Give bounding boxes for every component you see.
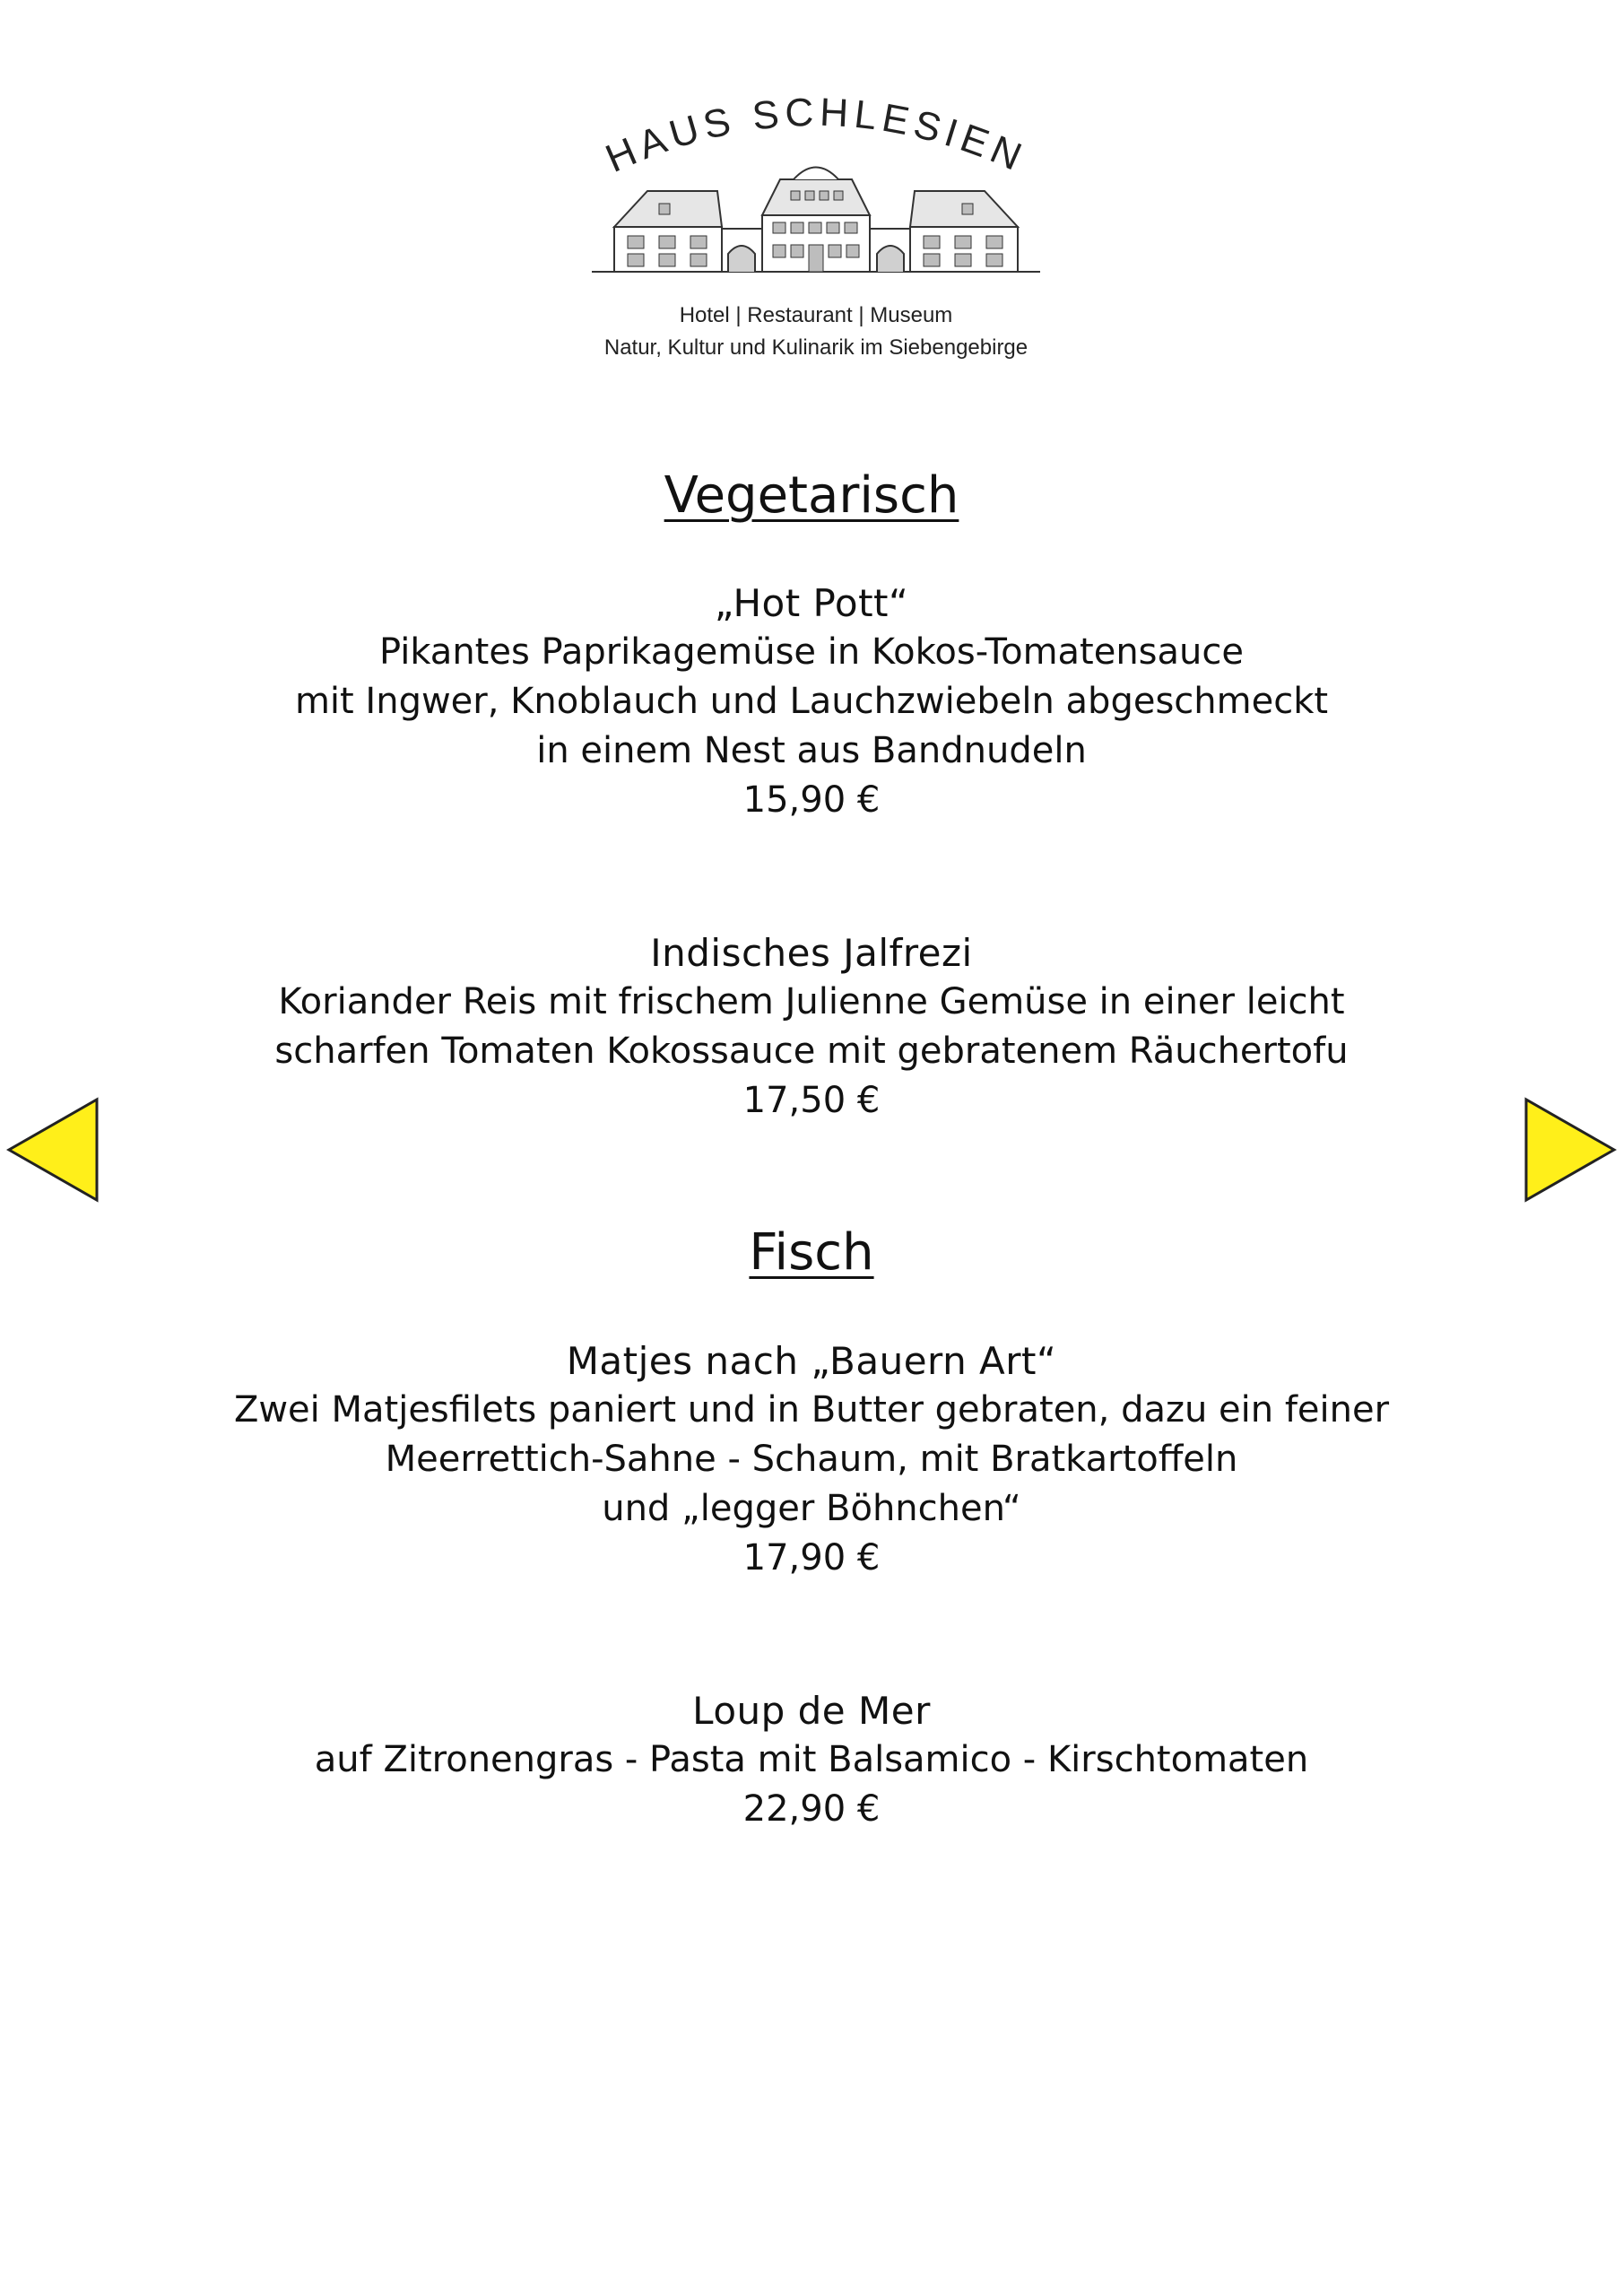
dish-description-line: Pikantes Paprikagemüse in Kokos-Tomatensauce	[378, 631, 1244, 673]
logo-text: HAUS SCHLESIEN	[599, 90, 1033, 181]
dish-description-line: auf Zitronengras - Pasta mit Balsamico - Kirschtomaten	[314, 1739, 1309, 1780]
dish-description-line: Zwei Matjesfilets paniert und in Butter gebraten, dazu ein feiner	[233, 1389, 1390, 1431]
dish-price: 15,90 €	[742, 779, 881, 821]
dish-loup-de-mer	[143, 1686, 1480, 1834]
dish-price: 17,90 €	[742, 1537, 881, 1578]
dish-price: 17,50 €	[742, 1080, 881, 1121]
dish-matjes-bauern-art	[143, 1336, 1480, 1583]
next-page-button[interactable]	[1523, 1096, 1618, 1204]
logo-subtitle-tagline: Natur, Kultur und Kulinarik im Siebengebirge	[603, 335, 1028, 360]
dish-name: Loup de Mer	[692, 1689, 931, 1733]
dish-description-line: in einem Nest aus Bandnudeln	[536, 730, 1087, 771]
building-illustration	[592, 168, 1040, 273]
previous-page-button[interactable]	[5, 1096, 100, 1204]
section-title-fisch: Fisch	[749, 1223, 874, 1282]
dish-name: „Hot Pott“	[714, 581, 909, 625]
dish-hot-pott	[143, 578, 1480, 825]
dish-name: Matjes nach „Bauern Art“	[566, 1339, 1057, 1383]
dish-description-line: mit Ingwer, Knoblauch und Lauchzwiebeln abgeschmeckt	[294, 681, 1329, 722]
triangle-left-icon	[5, 1096, 100, 1204]
dish-indisches-jalfrezi	[143, 928, 1480, 1126]
dish-description-line: scharfen Tomaten Kokossauce mit gebratenem Räuchertofu	[274, 1031, 1349, 1072]
dish-description-line: Koriander Reis mit frischem Julienne Gemüse in einer leicht	[278, 981, 1345, 1022]
logo	[574, 85, 1058, 372]
logo-subtitle-categories: Hotel | Restaurant | Museum	[679, 303, 953, 327]
section-title-vegetarisch: Vegetarisch	[664, 466, 959, 525]
haus-schlesien-logo	[574, 85, 1058, 291]
triangle-right-icon	[1523, 1096, 1618, 1204]
dish-name: Indisches Jalfrezi	[650, 931, 973, 975]
dish-price: 22,90 €	[742, 1788, 881, 1830]
dish-description-line: Meerrettich-Sahne - Schaum, mit Bratkartoffeln	[385, 1439, 1238, 1480]
dish-description-line: und „legger Böhnchen“	[602, 1488, 1021, 1529]
